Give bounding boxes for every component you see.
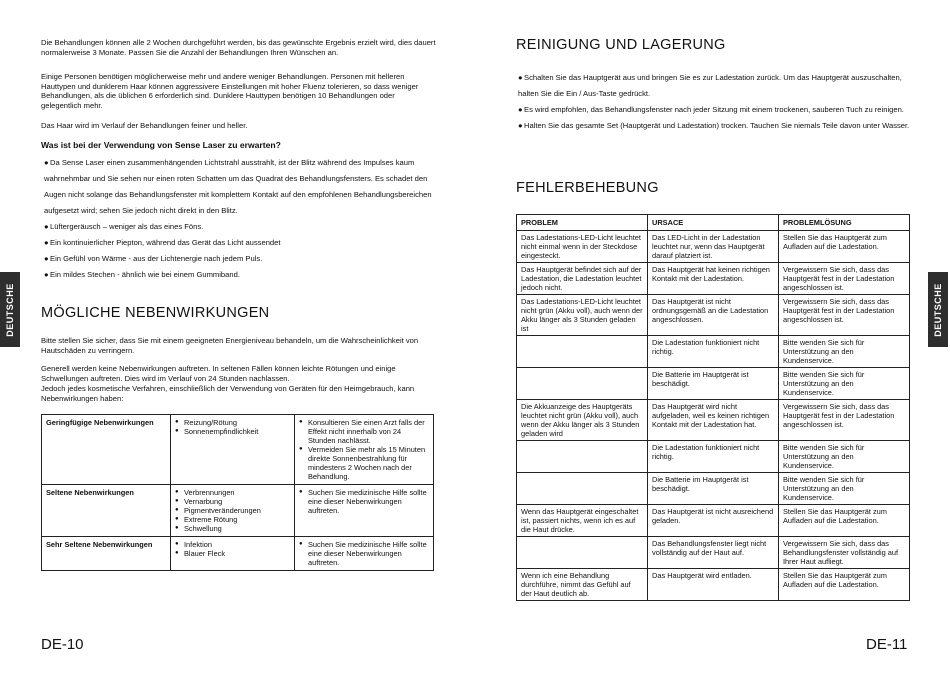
cleaning-list — [518, 70, 910, 134]
list-item: ● Infektion — [175, 540, 290, 549]
table-cell — [171, 537, 295, 571]
table-cell — [295, 537, 434, 571]
bullet-icon: ● — [44, 254, 49, 263]
table-cell: Vergewissern Sie sich, dass das Hauptgerät fest in der Ladestation angeschlossen ist. — [779, 295, 910, 336]
table-cell — [517, 537, 648, 569]
list-item: ● Konsultieren Sie einen Arzt falls der Effekt nicht innerhalb von 24 Stunden nachlässt. — [299, 418, 429, 445]
table-cell: Das Behandlungsfenster liegt nicht vollständig auf der Haut auf. — [648, 537, 779, 569]
intro-paragraph-1: Die Behandlungen können alle 2 Wochen durchgeführt werden, bis das gewünschte Ergebnis erzielt wird, dies dauert normalerweise 3 Monate. Passen Sie die Anzahl der Behandlungen Ihren Wünschen an. — [41, 38, 436, 57]
page-number-right: DE-11 — [866, 636, 908, 653]
table-row — [42, 537, 434, 571]
table-cell: Das Hauptgerät ist nicht ausreichend geladen. — [648, 505, 779, 537]
table-row — [517, 441, 910, 473]
table-row — [517, 263, 910, 295]
table-cell: Vergewissern Sie sich, dass das Hauptgerät fest in der Ladestation angeschlossen ist. — [779, 263, 910, 295]
table-header-row — [517, 215, 910, 231]
table-cell: Die Ladestation funktioniert nicht richtig. — [648, 336, 779, 368]
table-cell — [517, 368, 648, 400]
table-row — [517, 537, 910, 569]
table-cell: Die Batterie im Hauptgerät ist beschädigt. — [648, 368, 779, 400]
bullet-icon: ● — [518, 73, 523, 82]
table-cell: Das Hauptgerät hat keinen richtigen Kontakt mit der Ladestation. — [648, 263, 779, 295]
table-cell: Wenn das Hauptgerät eingeschaltet ist, passiert nichts, wenn ich es auf die Haut drücke. — [517, 505, 648, 537]
list-item: ● Sonnenempfindlichkeit — [175, 427, 290, 436]
table-cell — [517, 441, 648, 473]
list-item: ●Ein kontinuierlicher Piepton, während das Gerät das Licht aussendet — [44, 235, 434, 251]
list-item: ● Suchen Sie medizinische Hilfe sollte eine dieser Nebenwirkungen auftreten. — [299, 488, 429, 515]
troubleshooting-heading: FEHLERBEHEBUNG — [516, 180, 659, 196]
table-cell: Geringfügige Nebenwirkungen — [42, 415, 171, 485]
table-row — [42, 485, 434, 537]
list-item: ●Ein Gefühl von Wärme - aus der Lichtenergie nach jedem Puls. — [44, 251, 434, 267]
column-header: PROBLEM — [517, 215, 648, 231]
table-cell — [517, 473, 648, 505]
side-effects-intro-1: Bitte stellen Sie sicher, dass Sie mit einem geeigneten Energieniveau behandeln, um die Wahrscheinlichkeit von Hautschäden zu verringern. — [41, 336, 419, 355]
table-cell — [295, 485, 434, 537]
table-cell: Das Hauptgerät ist nicht ordnungsgemäß an die Ladestation angeschlossen. — [648, 295, 779, 336]
list-item: ● Schwellung — [175, 524, 290, 533]
language-tab-left: DEUTSCHE — [0, 272, 20, 347]
table-cell: Bitte wenden Sie sich für Unterstützung an den Kundenservice. — [779, 336, 910, 368]
expectations-list — [44, 155, 434, 283]
troubleshooting-body — [517, 231, 910, 601]
table-cell: Das LED-Licht in der Ladestation leuchtet nur, wenn das Hauptgerät darauf platziert ist. — [648, 231, 779, 263]
bullet-icon: ● — [518, 105, 523, 114]
table-cell: Wenn ich eine Behandlung durchführe, nimmt das Gefühl auf der Haut deutlich ab. — [517, 569, 648, 601]
list-item: ● Reizung/Rötung — [175, 418, 290, 427]
intro-paragraph-3: Das Haar wird im Verlauf der Behandlungen feiner und heller. — [41, 121, 248, 130]
table-row — [42, 415, 434, 485]
table-row — [517, 400, 910, 441]
bullet-icon: ● — [44, 238, 49, 247]
column-header: PROBLEMLÖSUNG — [779, 215, 910, 231]
list-item: ● Extreme Rötung — [175, 515, 290, 524]
table-row — [517, 473, 910, 505]
table-cell: Bitte wenden Sie sich für Unterstützung an den Kundenservice. — [779, 368, 910, 400]
table-cell: Stellen Sie das Hauptgerät zum Aufladen auf die Ladestation. — [779, 505, 910, 537]
table-row — [517, 295, 910, 336]
table-cell: Vergewissern Sie sich, dass das Behandlungsfenster vollständig auf Ihrer Haut aufliegt. — [779, 537, 910, 569]
table-cell: Vergewissern Sie sich, dass das Hauptgerät fest in der Ladestation angeschlossen ist. — [779, 400, 910, 441]
page-number-left: DE-10 — [41, 636, 84, 653]
table-cell — [171, 415, 295, 485]
table-cell: Das Hauptgerät wird entladen. — [648, 569, 779, 601]
side-effects-heading: MÖGLICHE NEBENWIRKUNGEN — [41, 305, 270, 321]
list-item: ●Schalten Sie das Hauptgerät aus und bringen Sie es zur Ladestation zurück. Um das Hauptgerät auszuschalten, halten Sie die Ein / Aus-Taste gedrückt. — [518, 70, 910, 102]
table-cell — [171, 485, 295, 537]
table-cell: Das Hauptgerät befindet sich auf der Ladestation, die Ladestation leuchtet jedoch nicht. — [517, 263, 648, 295]
table-cell: Die Akkuanzeige des Hauptgeräts leuchtet nicht grün (Akku voll), auch wenn der Akku länger als 3 Stunden geladen wird — [517, 400, 648, 441]
table-cell: Bitte wenden Sie sich für Unterstützung an den Kundenservice. — [779, 441, 910, 473]
side-effects-intro-2: Generell werden keine Nebenwirkungen auftreten. In seltenen Fällen können leichte Rötungen und einige Schwellungen auftreten. Dies wird im Verlauf von 24 Stunden nachlassen. — [41, 364, 396, 383]
table-cell: Die Ladestation funktioniert nicht richtig. — [648, 441, 779, 473]
table-cell: Bitte wenden Sie sich für Unterstützung an den Kundenservice. — [779, 473, 910, 505]
list-item: ● Vernarbung — [175, 497, 290, 506]
table-cell: Die Batterie im Hauptgerät ist beschädigt. — [648, 473, 779, 505]
list-item: ● Pigmentveränderungen — [175, 506, 290, 515]
table-row — [517, 368, 910, 400]
table-cell: Das Ladestations-LED-Licht leuchtet nicht einmal wenn in der Steckdose eingesteckt. — [517, 231, 648, 263]
intro-paragraph-2: Einige Personen benötigen möglicherweise mehr und andere weniger Behandlungen. Personen mit helleren Hauttypen und dunklerem Haar können aggressivere Einstellungen mit hoher Fluenz tolerieren, so dass weniger Behandlungen, als die üblichen 6 erforderlich sind. Dunklere Hauttypen benötigen 10 Behandlungen oder gelegentlich mehr. — [41, 72, 419, 110]
column-header: URSACE — [648, 215, 779, 231]
bullet-icon: ● — [44, 222, 49, 231]
list-item: ●Es wird empfohlen, das Behandlungsfenster nach jeder Sitzung mit einem trockenen, sauberen Tuch zu reinigen. — [518, 102, 910, 118]
cleaning-heading: REINIGUNG UND LAGERUNG — [516, 37, 726, 53]
table-cell: Das Ladestations-LED-Licht leuchtet nicht grün (Akku voll), auch wenn der Akku länger als 3 Stunden geladen ist — [517, 295, 648, 336]
side-effects-intro-3: Jedoch jedes kosmetische Verfahren, einschließlich der Verwendung von Geräten für den Heimgebrauch, kann Nebenwirkungen haben: — [41, 384, 415, 403]
table-row — [517, 505, 910, 537]
language-tab-right: DEUTSCHE — [928, 272, 948, 347]
table-cell: Stellen Sie das Hauptgerät zum Aufladen auf die Ladestation. — [779, 231, 910, 263]
table-cell: Das Hauptgerät wird nicht aufgeladen, weil es keinen richtigen Kontakt mit der Ladestation hat. — [648, 400, 779, 441]
table-cell — [295, 415, 434, 485]
list-item: ● Vermeiden Sie mehr als 15 Minuten direkte Sonnenbestrahlung für mindestens 2 Wochen nach der Behandlung. — [299, 445, 429, 481]
table-cell: Stellen Sie das Hauptgerät zum Aufladen auf die Ladestation. — [779, 569, 910, 601]
table-row — [517, 231, 910, 263]
list-item: ● Verbrennungen — [175, 488, 290, 497]
table-cell — [517, 336, 648, 368]
list-item: ●Da Sense Laser einen zusammenhängenden Lichtstrahl ausstrahlt, ist der Blitz während des Impulses kaum wahrnehmbar und Sie sehen nur einen roten Schatten um das Quadrat des Behandlungsfensters. Es schadet den Augen nicht solange das Behandlungsfenster mit komplettem Kontakt auf den empfohlenen Behandlungsbereichen aufgesetzt wird; sehen Sie jedoch nicht direkt in den Blitz. — [44, 155, 434, 219]
troubleshooting-table — [516, 214, 910, 601]
expectations-heading: Was ist bei der Verwendung von Sense Laser zu erwarten? — [41, 140, 281, 150]
bullet-icon: ● — [44, 270, 49, 279]
table-row — [517, 336, 910, 368]
table-row — [517, 569, 910, 601]
list-item: ● Blauer Fleck — [175, 549, 290, 558]
list-item: ●Halten Sie das gesamte Set (Hauptgerät und Ladestation) trocken. Tauchen Sie niemals Teile davon unter Wasser. — [518, 118, 910, 134]
list-item: ● Suchen Sie medizinische Hilfe sollte eine dieser Nebenwirkungen auftreten. — [299, 540, 429, 567]
list-item: ●Lüftergeräusch – weniger als das eines Föns. — [44, 219, 434, 235]
table-cell: Sehr Seltene Nebenwirkungen — [42, 537, 171, 571]
side-effects-table — [41, 414, 434, 571]
table-cell: Seltene Nebenwirkungen — [42, 485, 171, 537]
list-item: ●Ein mildes Stechen - ähnlich wie bei einem Gummiband. — [44, 267, 434, 283]
bullet-icon: ● — [44, 158, 49, 167]
bullet-icon: ● — [518, 121, 523, 130]
